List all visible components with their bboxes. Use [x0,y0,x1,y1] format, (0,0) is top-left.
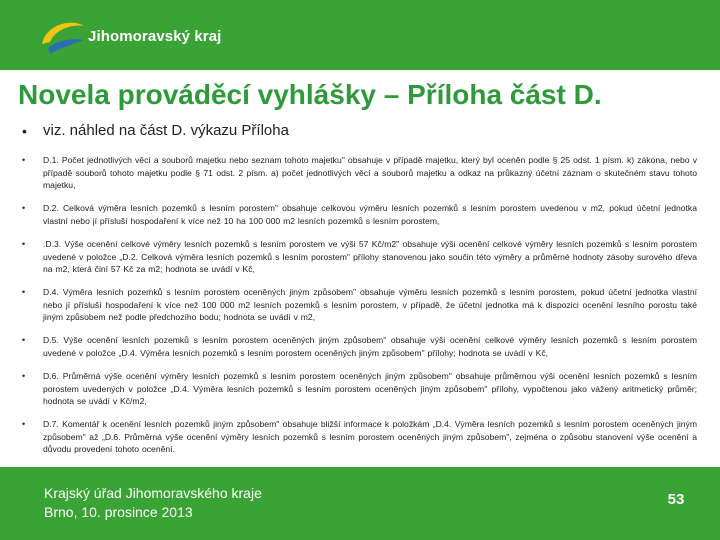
footer-office-name: Krajský úřad Jihomoravského kraje [44,485,262,501]
bullet-text: D.6. Průměrná výše ocenění výměry lesních pozemků s lesním porostem oceněných jiným způsobem" obsahuje průměrnou výši ocenění lesních pozemků s lesním porostem uvedených v položce „D.4. Výměra lesních pozemků s lesním porostem oceněných jiným způsobem" přílohy, vypočtenou jako vážený aritmetický průměr; hodnota se uvádí v Kč/m2, [43,371,697,407]
bullet-text: .D.3. Výše ocenění celkové výměry lesních pozemků s lesním porostem ve výši 57 Kč/m2" obsahuje výši ocenění celkové výměry lesních pozemků s lesním porostem uvedené v položce „D.2. Celková výměra lesních pozemků s lesním porostem" přílohy stanovenou jako součin této výměry a průměrné hodnoty zásoby surového dřeva na m2, která činí 57 Kč za m2; hodnota se uvádí v Kč, [43,239,697,275]
bullet-marker: • [22,335,26,345]
bullet-marker: • [22,419,26,429]
bullet-text: D.5. Výše ocenění lesních pozemků s lesním porostem oceněných jiným způsobem" obsahuje výši ocenění celkové výměry lesních pozemků s lesním porostem uvedené v položce „D.4. Výměra lesních pozemků s lesním porostem oceněných jiným způsobem" přílohy; hodnota se uvádí v Kč, [43,335,697,358]
bullet-marker: • [22,203,26,213]
bullet-text: D.4. Výměra lesních pozemků s lesním porostem oceněných jiným způsobem" obsahuje výměru lesních pozemků s lesním porostem, pokud účetní jednotka vlastní nebo jí přísluší hospodaření k více než 100 000 m2 lesních pozemků s lesním porostem, v případě, že účetní jednotka má k dispozici ocenění lesního porostu také jiným způsobem než podle předchozího bodu; hodnota se uvádí v m2, [43,287,697,323]
header-band [0,0,720,70]
bullet-text: D.7. Komentář k ocenění lesních pozemků jiným způsobem" obsahuje bližší informace k položkám „D.4. Výměra lesních pozemků s lesním porostem oceněných jiným způsobem" až „D.6. Průměrná výše ocenění výměry lesních pozemků s lesním porostem oceněných jiným způsobem", zejména o způsobu stanovení výše ocenění a důvodu provedení tohoto ocenění. [43,419,697,455]
bullet-marker: • [22,287,26,297]
bullet-text: D.1. Počet jednotlivých věcí a souborů majetku nebo seznam tohoto majetku" obsahuje v případě majetku, který byl oceněn podle § 25 odst. 1 písm. k) zákona, nebo v případě souborů tohoto majetku podle § 71 odst. 2 písm. a) počet jednotlivých věcí a souborů majetku a odkaz na průkazný účetní záznam o skutečném stavu tohoto majetku, [43,155,697,191]
footer-band [0,467,720,540]
slide-title: Novela prováděcí vyhlášky – Příloha část D. [18,79,602,110]
bullet-text: D.2. Celková výměra lesních pozemků s lesním porostem" obsahuje celkovou výměru lesních pozemků s lesním porostem uvedenou v m2, pokud účetní jednotka vlastní nebo jí přísluší hospodaření k více než 10 ha 100 000 m2 lesních pozemků s lesním porostem, [43,203,697,226]
bullet-text: viz. náhled na část D. výkazu Příloha [43,122,289,139]
bullet-marker: • [22,155,26,165]
page-number: 53 [667,491,685,508]
bullet-marker: • [22,123,27,139]
logo-text: Jihomoravský kraj [88,28,222,45]
footer-date: Brno, 10. prosince 2013 [44,504,193,520]
bullet-marker: • [22,239,26,249]
bullet-marker: • [22,371,26,381]
